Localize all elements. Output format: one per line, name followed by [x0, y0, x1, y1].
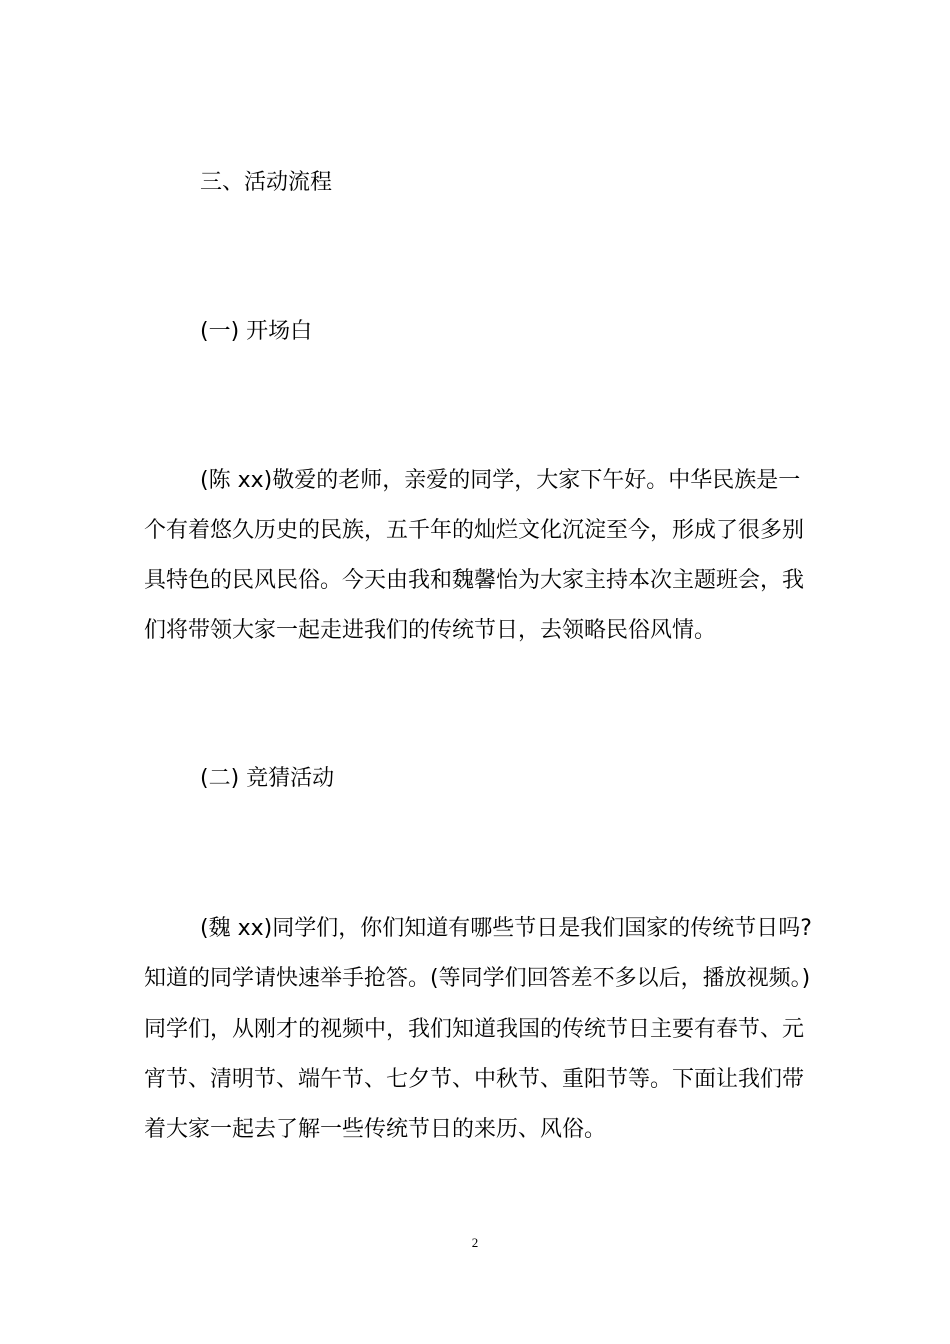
quiz-paragraph-line: 宵节、清明节、端午节、七夕节、中秋节、重阳节等。下面让我们带 — [144, 1067, 805, 1092]
subsection-heading-quiz: (二) 竞猜活动 — [200, 766, 335, 791]
subsection-heading-opening: (一) 开场白 — [200, 319, 313, 344]
quiz-paragraph-line: (魏 xx)同学们，你们知道有哪些节日是我们国家的传统节日吗? — [200, 916, 812, 941]
opening-paragraph-line: (陈 xx)敬爱的老师，亲爱的同学，大家下午好。中华民族是一 — [200, 468, 801, 493]
opening-paragraph-line: 具特色的民风民俗。今天由我和魏馨怡为大家主持本次主题班会，我 — [144, 568, 805, 593]
quiz-paragraph-line: 着大家一起去了解一些传统节日的来历、风俗。 — [144, 1117, 607, 1142]
page-number: 2 — [471, 1235, 479, 1250]
quiz-paragraph-line: 知道的同学请快速举手抢答。(等同学们回答差不多以后，播放视频。) — [144, 966, 811, 991]
opening-paragraph-line: 们将带领大家一起走进我们的传统节日，去领略民俗风情。 — [144, 618, 717, 643]
section-heading-activity-process: 三、活动流程 — [200, 170, 333, 195]
opening-paragraph-line: 个有着悠久历史的民族，五千年的灿烂文化沉淀至今，形成了很多别 — [144, 518, 805, 543]
quiz-paragraph-line: 同学们，从刚才的视频中，我们知道我国的传统节日主要有春节、元 — [144, 1017, 805, 1042]
